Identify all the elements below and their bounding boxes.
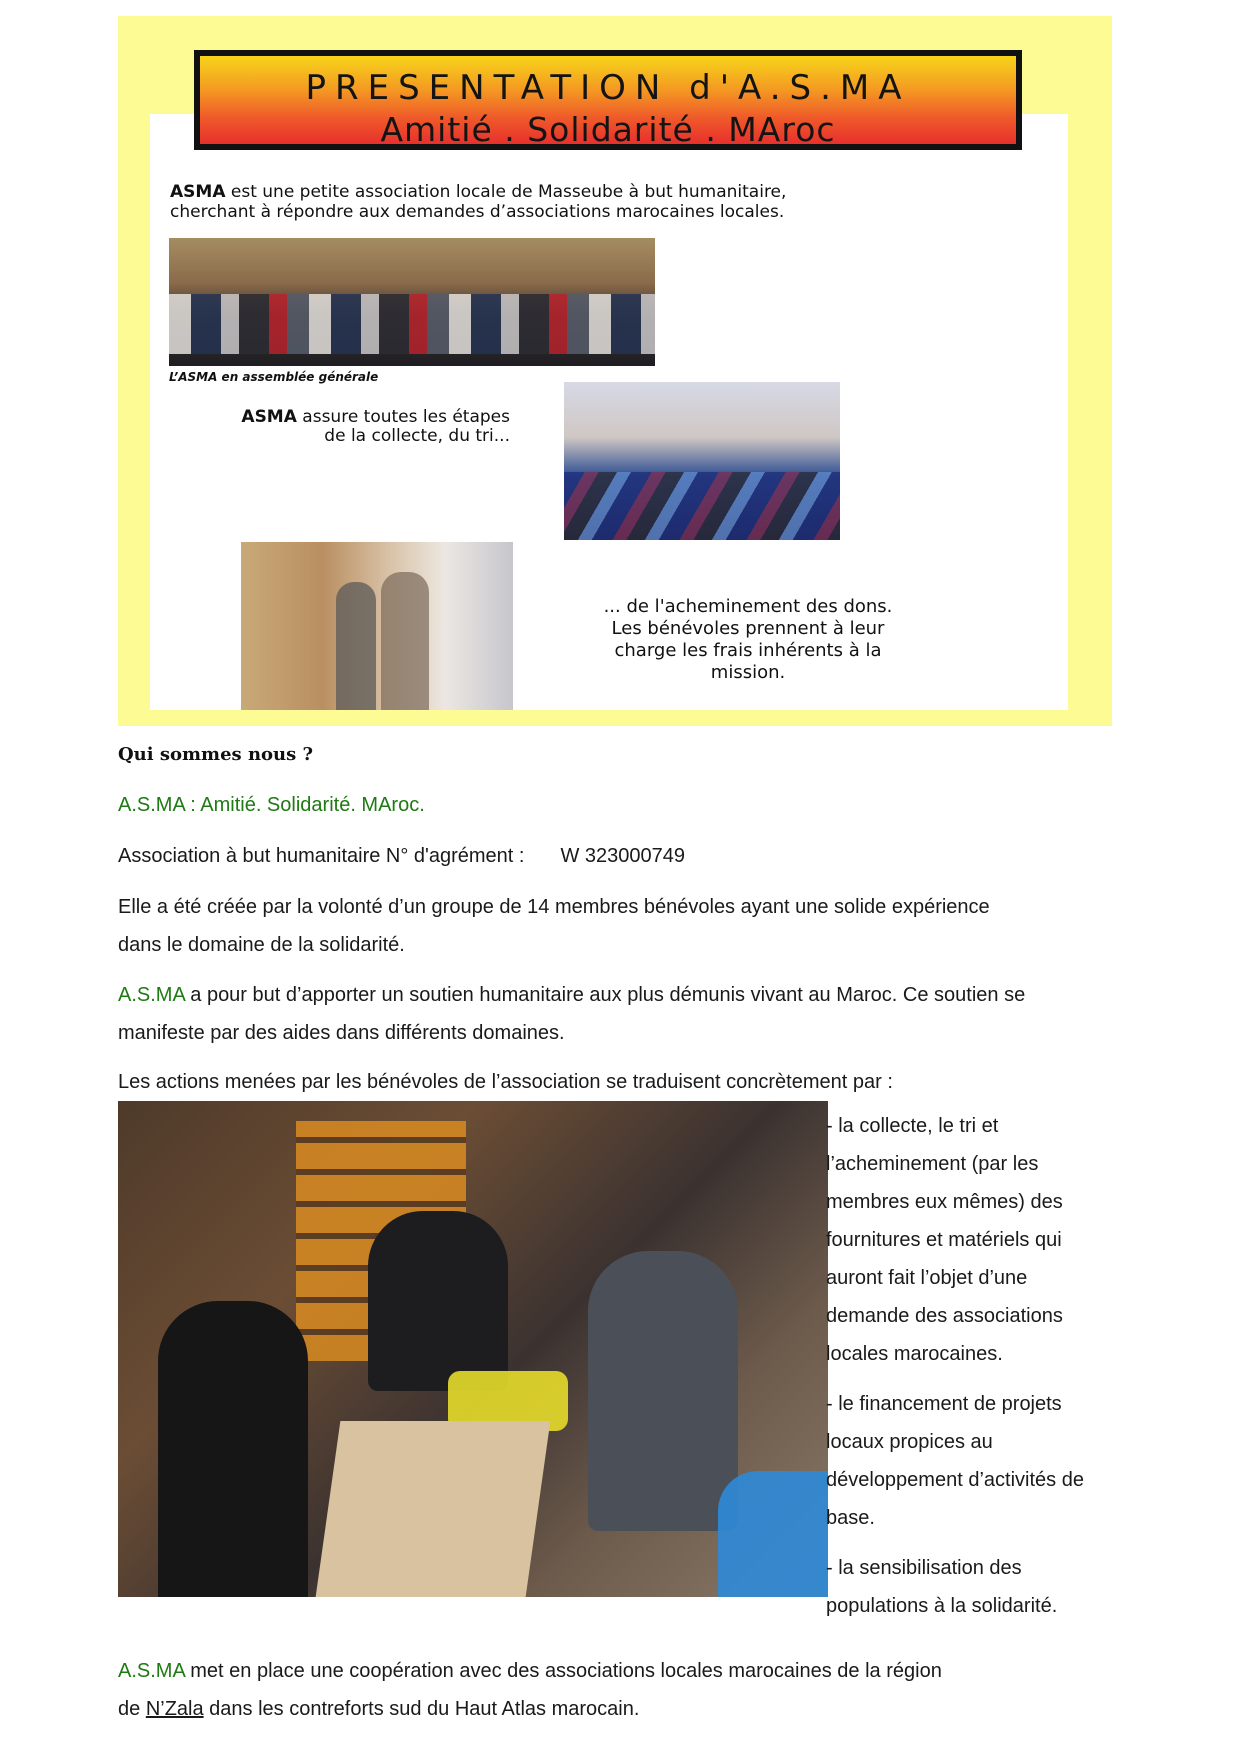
coop-line1: met en place une coopération avec des associations locales marocaines de la région <box>184 1660 942 1682</box>
section-heading: Qui sommes nous ? <box>118 744 314 765</box>
collect-line1: assure toutes les étapes <box>296 407 510 427</box>
action-line: populations à la solidarité. <box>826 1595 1058 1617</box>
presentation-poster <box>118 16 1112 726</box>
transport-line1: ... de l'acheminement des dons. <box>603 596 893 617</box>
action-line: l’acheminement (par les <box>826 1153 1039 1175</box>
action-item-collect <box>826 1107 1126 1373</box>
coop-suffix: dans les contreforts sud du Haut Atlas marocain. <box>203 1698 640 1720</box>
sorting-photo <box>564 382 840 540</box>
intro-line1: est une petite association locale de Masseube à but humanitaire, <box>225 182 787 202</box>
goal-line1: a pour but d’apporter un soutien humanitaire aux plus démunis vivant au Maroc. Ce soutien se <box>184 984 1026 1006</box>
action-line: locaux propices au <box>826 1431 993 1453</box>
created-line1: Elle a été créée par la volonté d’un groupe de 14 membres bénévoles ayant une solide expérience <box>118 896 990 918</box>
goal-name: A.S.MA <box>118 984 185 1006</box>
goal-paragraph <box>118 976 1025 1052</box>
actions-list <box>826 1107 1126 1637</box>
poster-subtitle: Amitié . Solidarité . MAroc <box>380 110 836 149</box>
created-paragraph <box>118 888 990 964</box>
poster-intro <box>170 182 990 222</box>
loading-photo <box>241 542 513 710</box>
transport-line3: charge les frais inhérents à la <box>614 640 882 661</box>
action-item-funding <box>826 1385 1126 1537</box>
poster-title: PRESENTATION d'A.S.MA <box>305 68 911 108</box>
photo-person-left <box>158 1301 308 1597</box>
poster-transport-text <box>538 596 958 684</box>
cooperation-paragraph <box>118 1652 942 1728</box>
action-line: membres eux mêmes) des <box>826 1191 1063 1213</box>
poster-banner <box>194 50 1022 150</box>
transport-line2: Les bénévoles prennent à leur <box>611 618 885 639</box>
assembly-photo <box>169 238 655 366</box>
photo-person-middle <box>368 1211 508 1391</box>
action-line: auront fait l’objet d’une <box>826 1267 1028 1289</box>
created-line2: dans le domaine de la solidarité. <box>118 934 405 956</box>
association-name-line: A.S.MA : Amitié. Solidarité. MAroc. <box>118 794 425 816</box>
intro-bold: ASMA <box>170 182 226 202</box>
intro-line2: cherchant à répondre aux demandes d’associations marocaines locales. <box>170 202 785 222</box>
agreement-number: W 323000749 <box>560 845 686 867</box>
assembly-caption: L’ASMA en assemblée générale <box>169 370 379 384</box>
photo-person-right <box>588 1251 738 1531</box>
action-line: - la sensibilisation des <box>826 1557 1022 1579</box>
nzala-link[interactable]: N’Zala <box>145 1698 204 1720</box>
action-item-awareness <box>826 1549 1126 1625</box>
agreement-label: Association à but humanitaire N° d'agrément : <box>118 845 525 867</box>
transport-line4: mission. <box>710 662 786 683</box>
poster-collect-text <box>178 408 510 446</box>
action-line: fournitures et matériels qui <box>826 1229 1062 1251</box>
action-line: locales marocaines. <box>826 1343 1003 1365</box>
photo-blue-bag <box>718 1471 828 1597</box>
action-line: - la collecte, le tri et <box>826 1115 999 1137</box>
action-line: développement d’activités de <box>826 1469 1084 1491</box>
collect-bold: ASMA <box>241 407 297 427</box>
action-line: base. <box>826 1507 875 1529</box>
agreement-line <box>118 837 685 875</box>
action-line: demande des associations <box>826 1305 1063 1327</box>
actions-intro: Les actions menées par les bénévoles de l’association se traduisent concrètement par : <box>118 1071 893 1093</box>
coop-prefix: de <box>118 1698 146 1720</box>
volunteers-sorting-photo <box>118 1101 828 1597</box>
action-line: - le financement de projets <box>826 1393 1062 1415</box>
collect-line2: de la collecte, du tri... <box>324 426 510 446</box>
coop-name: A.S.MA <box>118 1660 185 1682</box>
photo-cardboard-box <box>316 1421 551 1597</box>
goal-line2: manifeste par des aides dans différents domaines. <box>118 1022 565 1044</box>
